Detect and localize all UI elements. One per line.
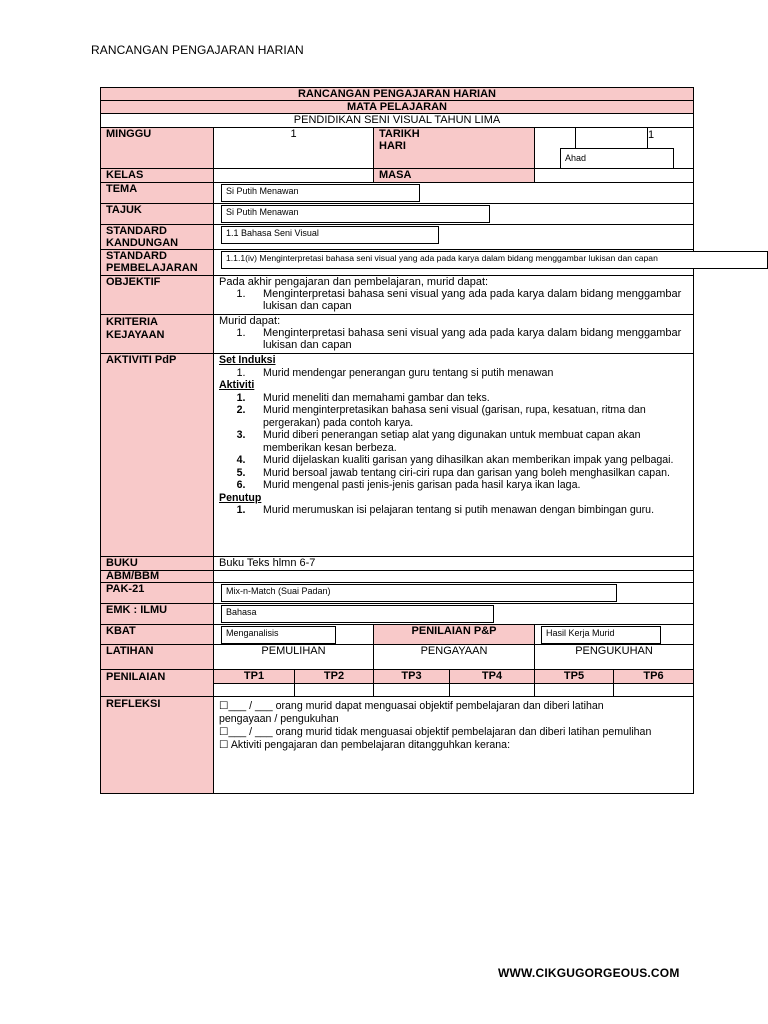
tp1-header: TP1 [213,669,295,684]
standard-pembelajaran-label-line1: STANDARD [106,250,167,262]
tarikh-value: 1 [648,129,655,141]
tema-label: TEMA [100,182,214,204]
emk-label: EMK : ILMU [100,603,214,625]
refleksi-line-3: ☐ Aktiviti pengajaran dan pembelajaran ditangguhkan kerana: [219,739,511,751]
aktiviti-item [219,467,693,480]
pak21-label: PAK-21 [100,582,214,604]
standard-pembelajaran-value: 1.1.1(iv) Menginterpretasi bahasa seni visual yang ada pada karya dalam bidang menggambar lukisan dan capan [221,251,768,269]
kbat-value: Menganalisis [221,626,336,644]
item-number: 6. [236,479,246,491]
aktiviti-item [219,454,693,467]
objektif-intro: Pada akhir pengajaran dan pembelajaran, murid dapat: [219,276,489,288]
objektif-label: OBJEKTIF [100,275,214,315]
penilaian-label: PENILAIAN [100,669,214,697]
aktiviti-heading: Aktiviti [219,379,255,391]
masa-label: MASA [373,168,535,183]
aktiviti-item [219,479,693,492]
objektif-item [219,288,693,312]
standard-kandungan-label-line1: STANDARD [106,225,167,237]
item-number: 1. [236,327,246,339]
item-text: Murid menginterpretasikan bahasa seni visual (garisan, rupa, kesatuan, ritma dan pergerakan) pada contoh karya. [263,404,646,429]
item-number: 1. [236,288,246,300]
tp4-cell [449,683,535,697]
tema-value: Si Putih Menawan [221,184,420,202]
set-induksi-heading: Set Induksi [219,354,276,366]
item-number: 1. [236,391,246,404]
tajuk-value: Si Putih Menawan [221,205,490,223]
kriteria-label-line2: KEJAYAAN [106,329,165,341]
item-number: 3. [236,429,246,441]
kriteria-label [100,314,214,354]
tp2-cell [294,683,374,697]
masa-value [534,168,694,183]
item-text: Menginterpretasi bahasa seni visual yang ada pada karya dalam bidang menggambar lukisan dan capan [263,327,682,351]
item-number: 1. [236,504,246,516]
buku-value: Buku Teks hlmn 6-7 [213,556,694,571]
minggu-value: 1 [213,127,374,169]
kriteria-cell [213,314,694,354]
kriteria-intro: Murid dapat: [219,315,281,327]
standard-kandungan-value: 1.1 Bahasa Seni Visual [221,226,439,244]
objektif-cell [213,275,694,315]
penutup-heading: Penutup [219,491,262,504]
minggu-label: MINGGU [100,127,214,169]
tp4-header: TP4 [449,669,535,684]
latihan-label: LATIHAN [100,644,214,670]
aktiviti-item [219,429,693,454]
item-text: Menginterpretasi bahasa seni visual yang ada pada karya dalam bidang menggambar lukisan dan capan [263,288,682,312]
item-text: Murid mengenal pasti jenis-jenis garisan pada hasil karya ikan laga. [263,479,581,491]
tp3-cell [373,683,450,697]
standard-kandungan-label-line2: KANDUNGAN [106,237,179,249]
tarikh-label: TARIKH [379,128,420,140]
hari-value: Ahad [560,148,674,169]
tp1-cell [213,683,295,697]
item-number: 2. [236,404,246,416]
abm-label: ABM/BBM [100,570,214,583]
refleksi-line-2: ☐___ / ___ orang murid tidak menguasai objektif pembelajaran dan diberi latihan pemulihan [219,726,652,738]
aktiviti-label: AKTIVITI PdP [100,353,214,557]
kelas-value [213,168,374,183]
kbat-label: KBAT [100,624,214,645]
latihan-pengukuhan: PENGUKUHAN [534,644,694,670]
kriteria-label-line1: KRITERIA [106,316,158,328]
penilaian-pp-label: PENILAIAN P&P [373,624,535,645]
item-text: Murid merumuskan isi pelajaran tentang si putih menawan dengan bimbingan guru. [263,504,655,516]
item-text: Murid dijelaskan kualiti garisan yang dihasilkan akan memberikan impak yang pelbagai. [263,454,674,466]
item-text: Murid meneliti dan memahami gambar dan teks. [263,391,490,404]
item-text: Murid mendengar penerangan guru tentang si putih menawan [263,366,554,379]
emk-value: Bahasa [221,605,494,623]
pak21-value: Mix-n-Match (Suai Padan) [221,584,617,602]
tp6-header: TP6 [613,669,694,684]
refleksi-label: REFLEKSI [100,696,214,794]
aktiviti-item [219,404,693,429]
subject-name: PENDIDIKAN SENI VISUAL TAHUN LIMA [100,113,694,128]
tp5-cell [534,683,614,697]
refleksi-line-1: ☐___ / ___ orang murid dapat menguasai objektif pembelajaran dan diberi latihan pengayaan / pengukuhan [219,700,604,725]
item-number: 5. [236,466,246,479]
item-text: Murid bersoal jawab tentang ciri-ciri rupa dan garisan yang boleh menghasilkan capan. [263,466,670,479]
buku-label: BUKU [100,556,214,571]
penutup-item [219,504,693,517]
latihan-pemulihan: PEMULIHAN [213,644,374,670]
standard-kandungan-label [100,224,214,250]
tp3-header: TP3 [373,669,450,684]
item-number: 1. [236,366,246,379]
kelas-label: KELAS [100,168,214,183]
standard-pembelajaran-label-line2: PEMBELAJARAN [106,262,198,274]
aktiviti-cell [213,353,694,557]
tarikh-box [575,127,648,149]
tp6-cell [613,683,694,697]
document-header: RANCANGAN PENGAJARAN HARIAN [91,43,304,57]
kriteria-item [219,327,693,351]
refleksi-cell [213,696,694,794]
item-text: Murid diberi penerangan setiap alat yang digunakan untuk membuat capan akan memberikan kesan berbeza. [263,429,641,454]
hari-label: HARI [379,140,406,152]
table-subtitle: MATA PELAJARAN [100,100,694,114]
tajuk-label: TAJUK [100,203,214,225]
table-title: RANCANGAN PENGAJARAN HARIAN [100,87,694,101]
tarikh-hari-label [373,127,535,169]
item-number: 4. [236,454,246,466]
aktiviti-item [219,392,693,405]
tp2-header: TP2 [294,669,374,684]
tp5-header: TP5 [534,669,614,684]
standard-pembelajaran-label [100,249,214,276]
latihan-pengayaan: PENGAYAAN [373,644,535,670]
penilaian-pp-value: Hasil Kerja Murid [541,626,661,644]
footer-url[interactable]: WWW.CIKGUGORGEOUS.COM [498,966,680,980]
set-induksi-item [219,367,693,380]
